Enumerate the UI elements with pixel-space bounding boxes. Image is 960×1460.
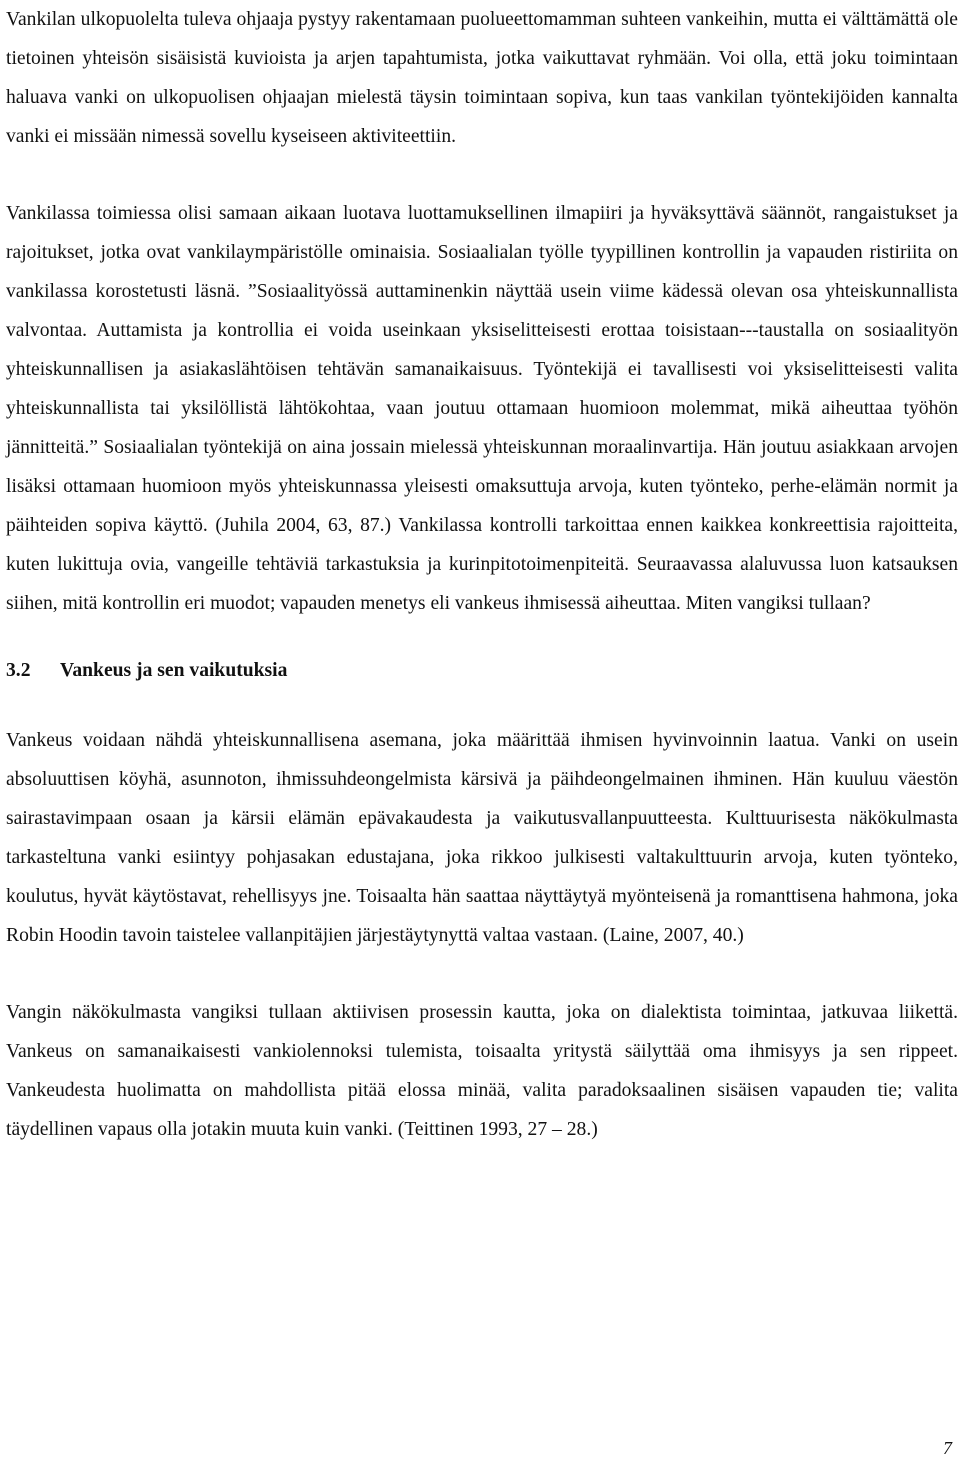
paragraph-prisoner-perspective: Vangin näkökulmasta vangiksi tullaan aktiivisen prosessin kautta, joka on dialektista toimintaa, jatkuvaa liikettä. Vankeus on samanaikaisesti vankiolennoksi tulemista, toisaalta yritystä säilyttää oma ihmisyys ja sen rippeet. Vankeudesta huolimatta on mahdollista pitää elossa minää, valita paradoksaalinen sisäisen vapauden tie; valita täydellinen vapaus olla jotakin muuta kuin vanki. (Teittinen 1993, 27 – 28.) bbox=[6, 1002, 958, 1140]
paragraph-control-and-freedom: Vankilassa toimiessa olisi samaan aikaan luotava luottamuksellinen ilmapiiri ja hyväksyttävä säännöt, rangaistukset ja rajoitukset, jotka ovat vankilaympäristölle ominaisia. Sosiaalialan työlle tyypillinen kontrollin ja vapauden ristiriita on vankilassa korostetusti läsnä. ”Sosiaalityössä auttaminenkin näyttää usein viime kädessä olevan osa yhteiskunnallista valvontaa. Auttamista ja kontrollia ei voida useinkaan yksiselitteisesti erottaa toisistaan---taustalla on sosiaalityön yhteiskunnallisen ja asiakaslähtöisen tehtävän samanaikaisuus. Työntekijä ei tavallisesti voi yksiselitteisesti valita yhteiskunnallista tai yksilöllistä lähtökohtaa, vaan joutuu ottamaan huomioon molemmat, mikä aiheuttaa työhön jännitteitä.” Sosiaalialan työntekijä on aina jossain mielessä yhteiskunnan moraalinvartija. Hän joutuu asiakkaan arvojen lisäksi ottamaan huomioon myös yhteiskunnassa yleisesti omaksuttuja arvoja, kuten työnteko, perhe-elämän normit ja päihteiden sopiva käyttö. (Juhila 2004, 63, 87.) Vankilassa kontrolli tarkoittaa ennen kaikkea konkreettisia rajoitteita, kuten lukittuja ovia, vangeille tehtäviä tarkastuksia ja kurinpitotoimenpiteitä. Seuraavassa alaluvussa luon katsauksen siihen, mitä kontrollin eri muodot; vapauden menetys eli vankeus ihmisessä aiheuttaa. Miten vangiksi tullaan? bbox=[6, 203, 958, 614]
section-number: 3.2 bbox=[6, 660, 31, 681]
paragraph-imprisonment-status: Vankeus voidaan nähdä yhteiskunnallisena asemana, joka määrittää ihmisen hyvinvoinnin laatua. Vanki on usein absoluuttisen köyhä, asunnoton, ihmissuhdeongelmista kärsivä ja päihdeongelmainen ihminen. Hän kuuluu väestön sairastavimpaan osaan ja kärsii elämän epävakaudesta ja vaikutusvallanpuutteesta. Kulttuurisesta näkökulmasta tarkasteltuna vanki esiintyy pohjasakan edustajana, joka rikkoo julkisesti valtakulttuurin arvoja, kuten työnteko, koulutus, hyvät käytöstavat, rehellisyys jne. Toisaalta hän saattaa näyttäytyä myönteisenä ja romanttisena hahmona, joka Robin Hoodin tavoin taistelee vallanpitäjien järjestäytynyttä valtaa vastaan. (Laine, 2007, 40.) bbox=[6, 730, 958, 946]
section-heading bbox=[6, 657, 958, 685]
document-page bbox=[6, 0, 958, 1149]
section-title: Vankeus ja sen vaikutuksia bbox=[60, 660, 288, 681]
paragraph-outside-instructor: Vankilan ulkopuolelta tuleva ohjaaja pystyy rakentamaan puolueettomamman suhteen vankeihin, mutta ei välttämättä ole tietoinen yhteisön sisäisistä kuvioista ja arjen tapahtumista, jotka vaikuttavat ryhmään. Voi olla, että joku toimintaan haluava vanki on ulkopuolisen ohjaajan mielestä täysin toimintaan sopiva, kun taas vankilan työntekijöiden kannalta vanki ei missään nimessä sovellu kyseiseen aktiviteettiin. bbox=[6, 9, 958, 147]
page-number: 7 bbox=[943, 1438, 952, 1458]
